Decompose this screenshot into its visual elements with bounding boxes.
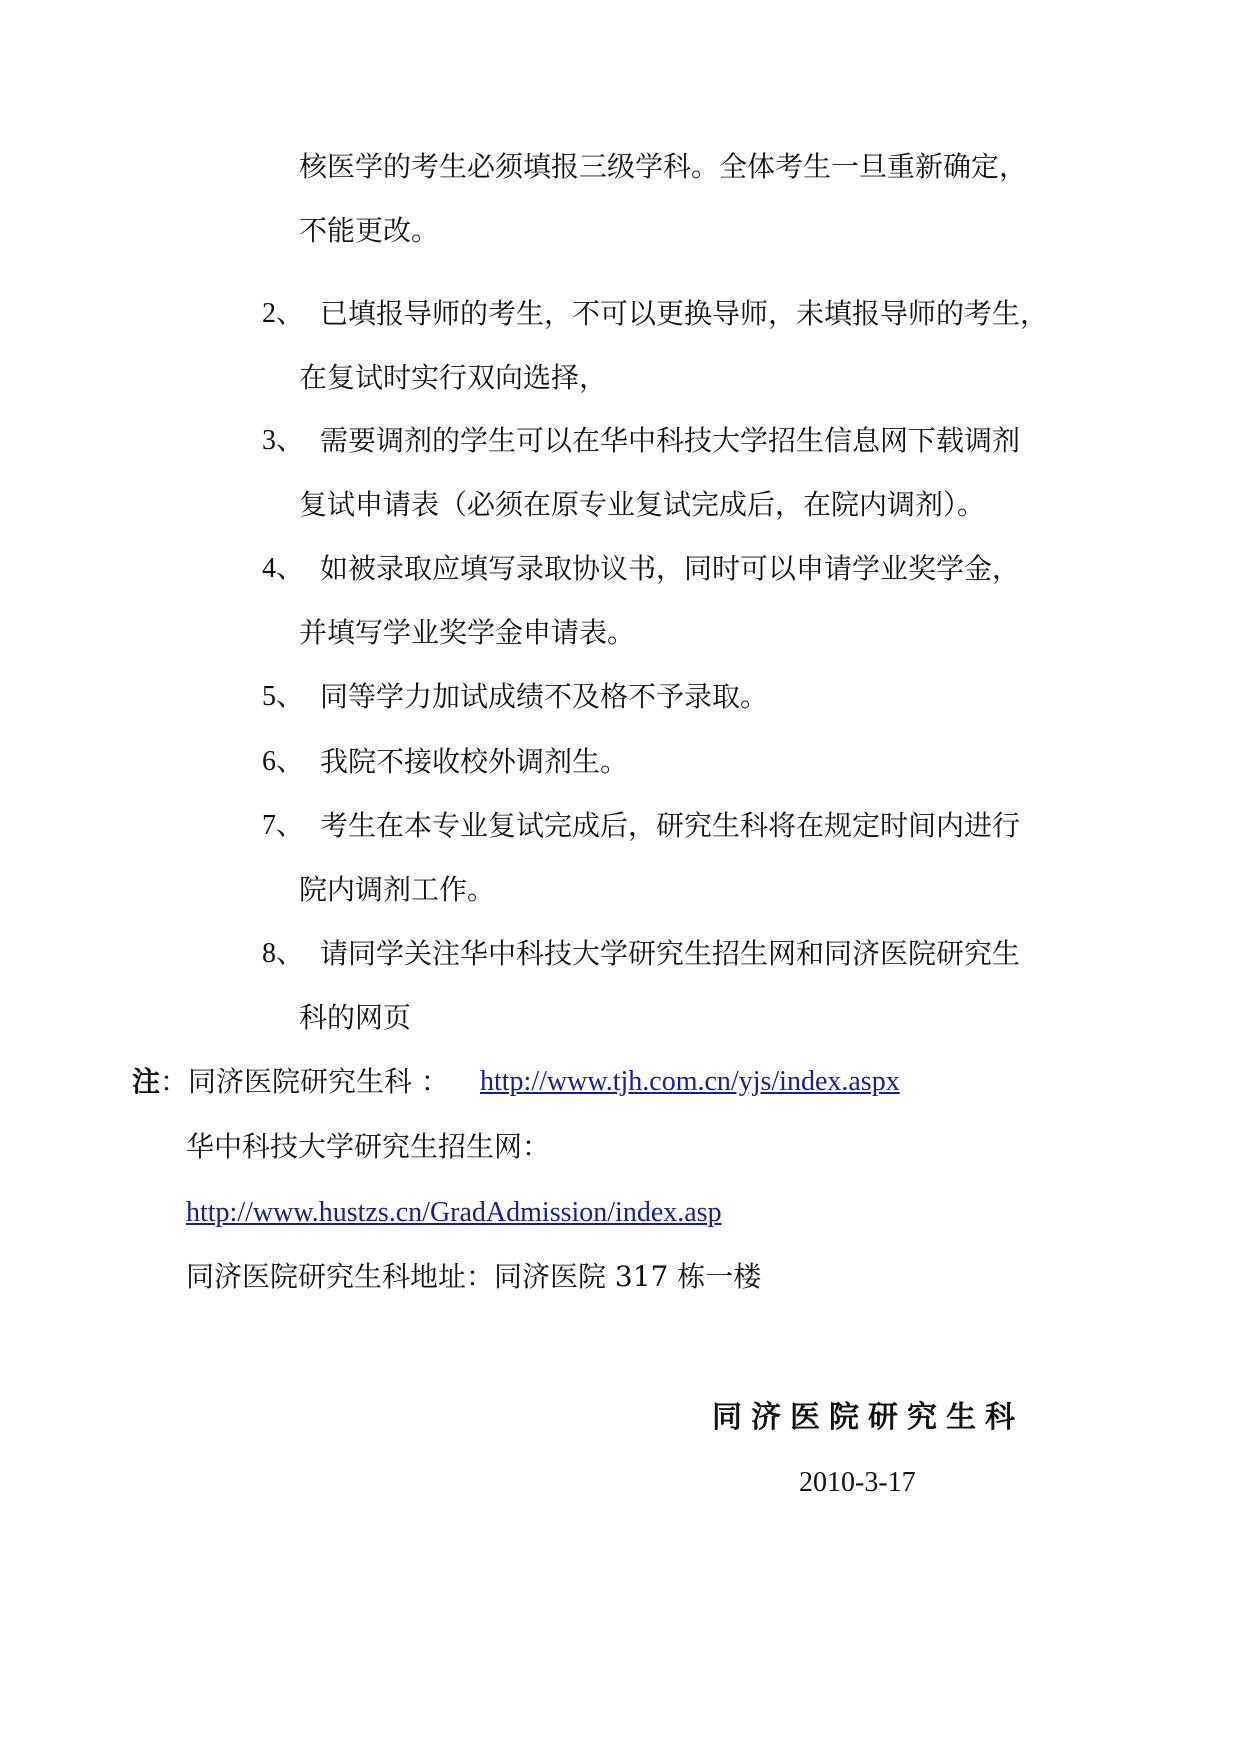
item-4-number: 4、 (262, 553, 305, 584)
site2-label: 华中科技大学研究生招生网： (186, 1130, 551, 1163)
item-5-line1: 同等学力加试成绩不及格不予录取。 (320, 680, 769, 713)
item-3-line1: 需要调剂的学生可以在华中科技大学招生信息网下载调剂 (320, 424, 1021, 457)
item-4-line1: 如被录取应填写录取协议书，同时可以申请学业奖学金， (320, 552, 1021, 585)
note-line-1 (132, 1062, 449, 1102)
hustzs-link[interactable]: http://www.hustzs.cn/GradAdmission/index.asp (186, 1197, 722, 1228)
item-6-line1: 我院不接收校外调剂生。 (320, 745, 629, 778)
item-2-line2: 在复试时实行双向选择， (299, 361, 608, 394)
site1-label: 同济医院研究生科 ： (188, 1065, 449, 1098)
item-8-line2: 科的网页 (299, 1001, 412, 1034)
note-label: 注 (132, 1065, 161, 1098)
item-7-number: 7、 (262, 810, 305, 841)
item-1-continuation-line2: 不能更改。 (299, 214, 440, 247)
item-7-line2: 院内调剂工作。 (299, 873, 496, 906)
item-2-line1: 已填报导师的考生，不可以更换导师，未填报导师的考生， (320, 297, 1049, 330)
address-text: 同济医院研究生科地址：同济医院 317 栋一楼 (186, 1260, 762, 1293)
item-8-number: 8、 (262, 938, 305, 969)
item-1-continuation-line1: 核医学的考生必须填报三级学科。全体考生一旦重新确定， (299, 150, 1028, 183)
item-2-number: 2、 (262, 298, 305, 329)
item-5-number: 5、 (262, 681, 305, 712)
item-4-line2: 并填写学业奖学金申请表。 (299, 616, 636, 649)
item-3-line2: 复试申请表（必须在原专业复试完成后，在院内调剂）。 (299, 488, 986, 521)
item-7-line1: 考生在本专业复试完成后，研究生科将在规定时间内进行 (320, 809, 1021, 842)
item-3-number: 3、 (262, 425, 305, 456)
signature-date: 2010-3-17 (799, 1467, 916, 1498)
note-colon: ： (160, 1065, 189, 1098)
item-8-line1: 请同学关注华中科技大学研究生招生网和同济医院研究生 (320, 937, 1021, 970)
item-6-number: 6、 (262, 746, 305, 777)
tjh-yjs-link[interactable]: http://www.tjh.com.cn/yjs/index.aspx (480, 1066, 900, 1097)
signature-department: 同济医院研究生科 (712, 1400, 1024, 1435)
